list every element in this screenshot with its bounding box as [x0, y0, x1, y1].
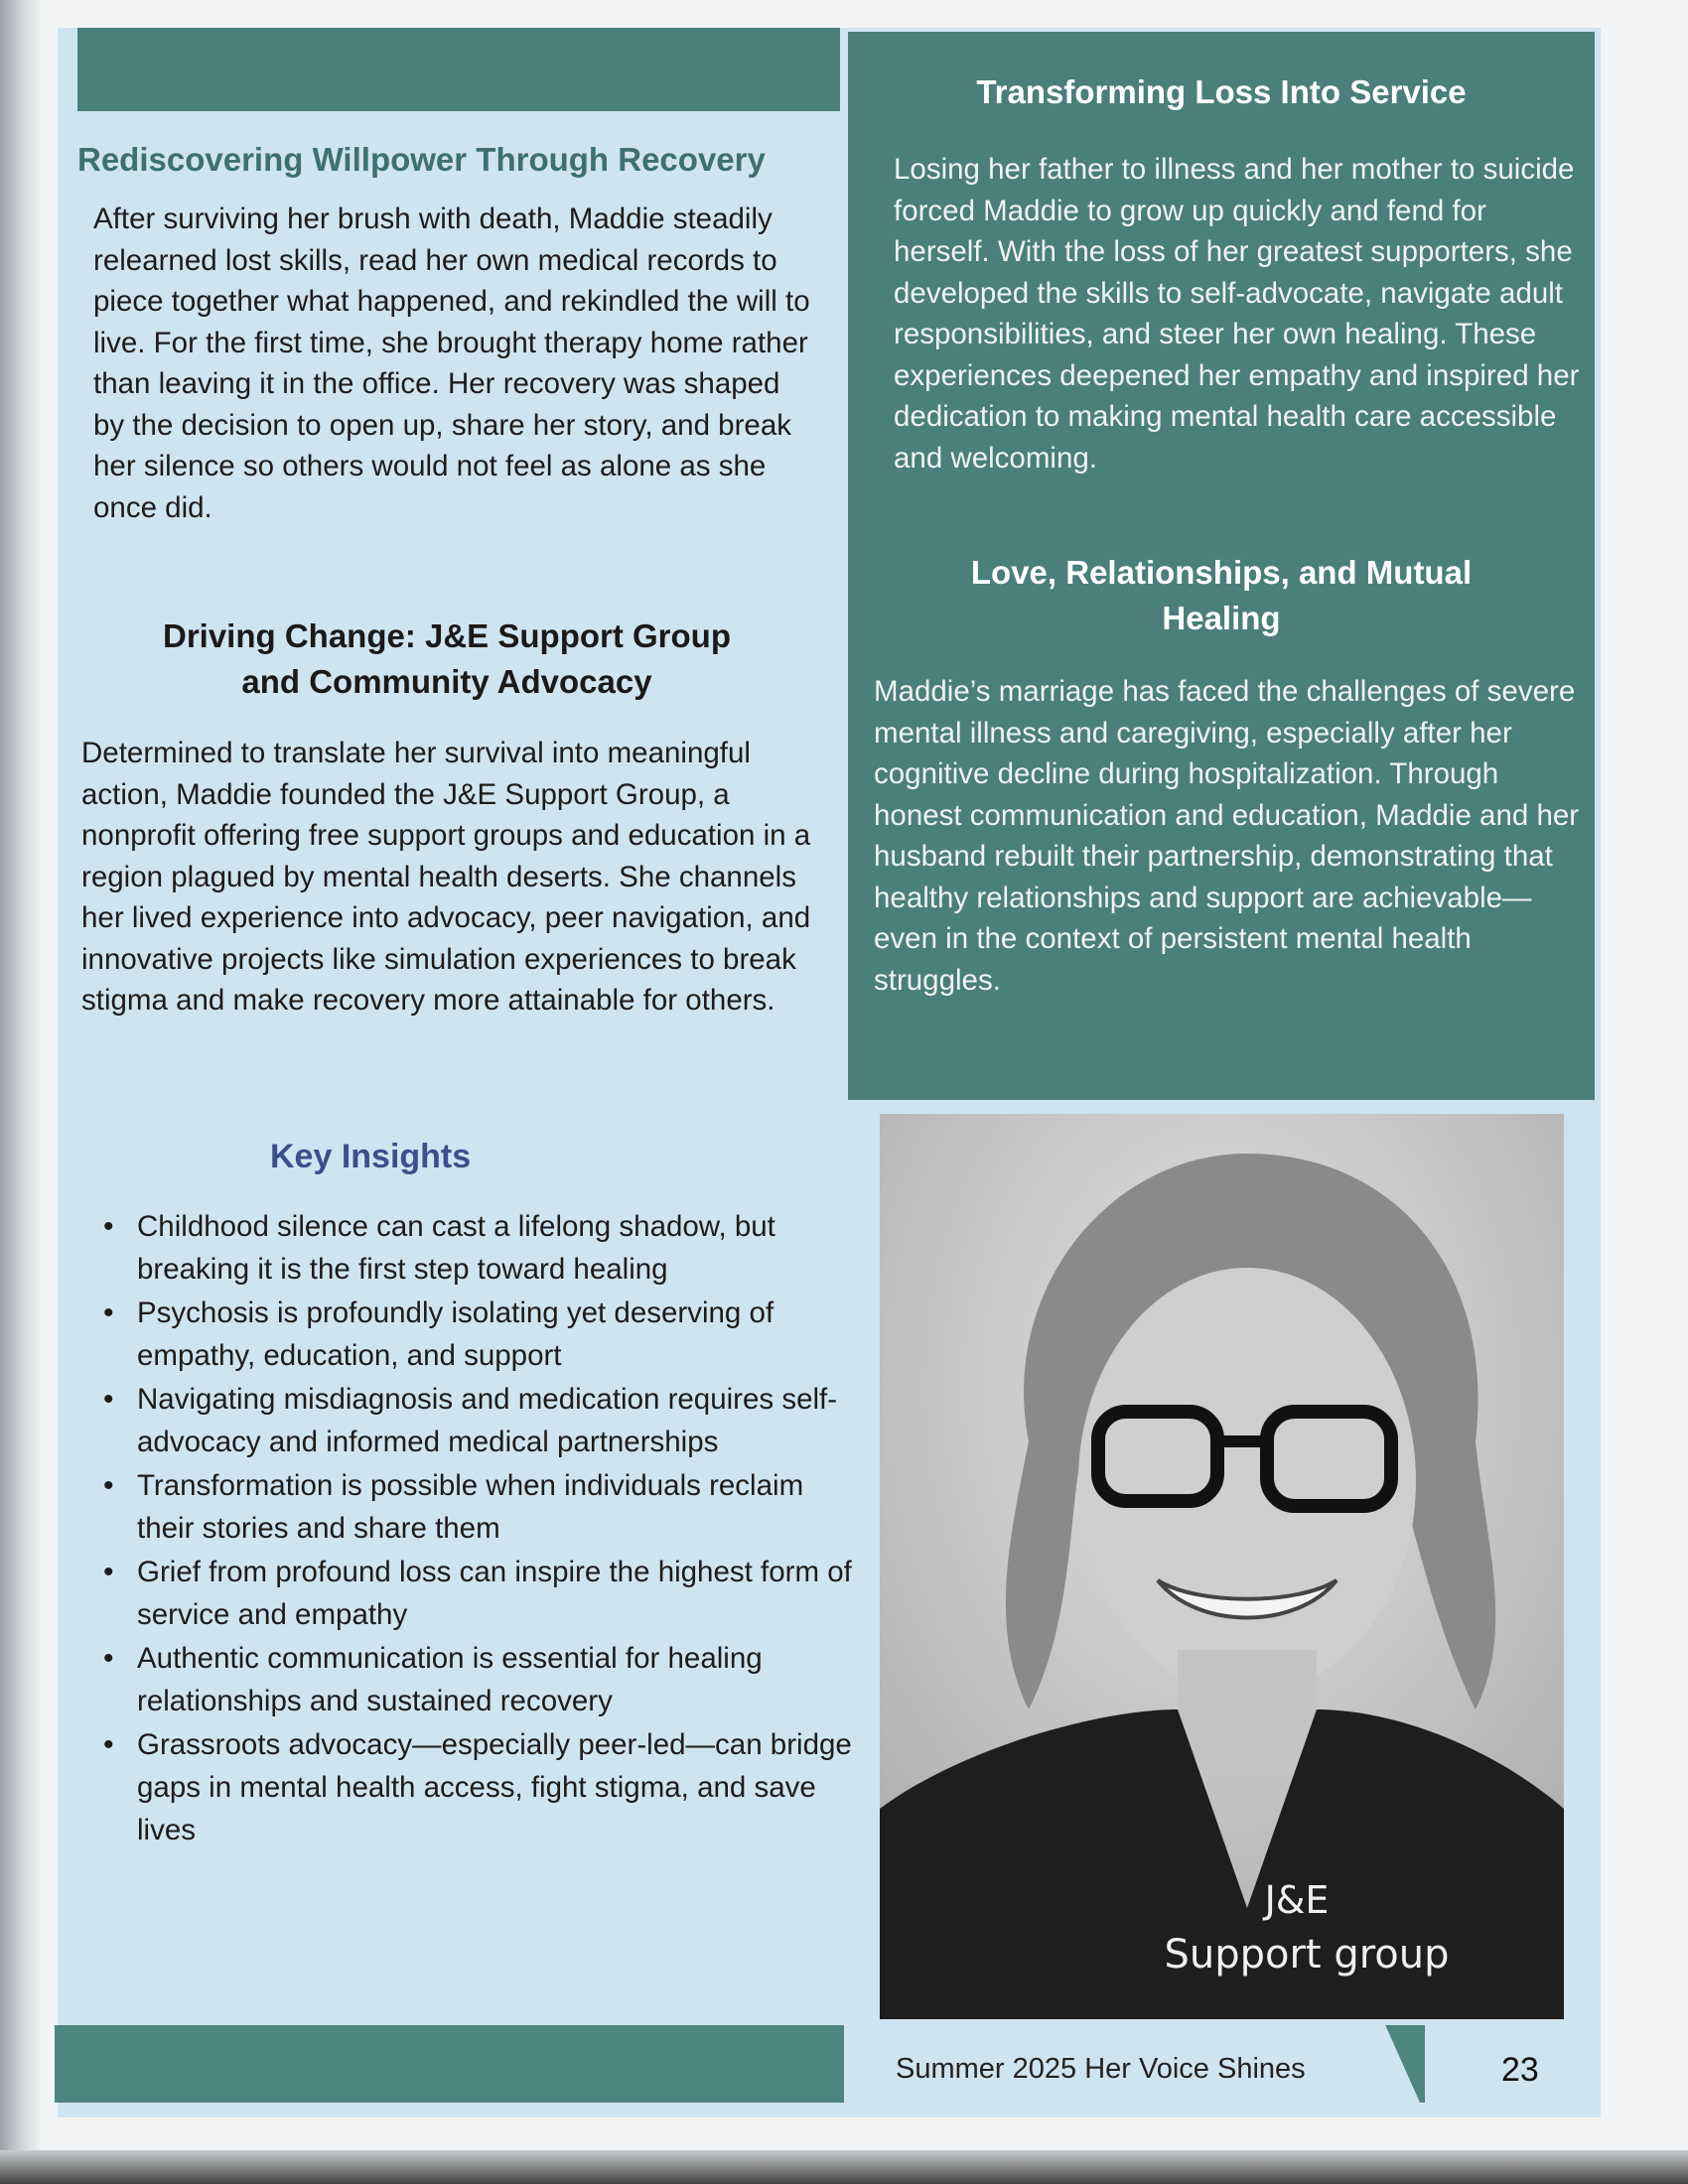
bullet-icon: •	[103, 1297, 114, 1329]
paragraph-rediscovering: After surviving her brush with death, Maddie steadily relearned lost skills, read her own medical records to piece together what happened, and rekindled the will to live. For the first time, she brought therapy home rather than leaving it in the office. Her recovery was shaped by the decision to open up, share her story, and break her silence so others would not feel as alone as she once did.	[93, 203, 810, 524]
list-item: • Grief from profound loss can inspire the highest form of service and empathy	[99, 1551, 854, 1636]
list-item: • Childhood silence can cast a lifelong shadow, but breaking it is the first step toward healing	[99, 1205, 854, 1291]
paragraph-love: Maddie’s marriage has faced the challenges of severe mental illness and caregiving, especially after her cognitive decline during hospitalization. Through honest communication and education, Maddie and her husband rebuilt their partnership, demonstrating that healthy relationships and support are achievable—even in the context of persistent mental health struggles.	[874, 675, 1580, 997]
page-bottom-edge	[0, 2150, 1688, 2184]
bullet-icon: •	[103, 1728, 114, 1761]
paragraph-transforming: Losing her father to illness and her mother to suicide forced Maddie to grow up quickly and fend for herself. With the loss of her greatest supporters, she developed the skills to self-advocate, navigate adult responsibilities, and steer her own healing. These experiences deepened her empathy and inspired her dedication to making mental health care accessible and welcoming.	[894, 153, 1580, 475]
top-decorative-bar	[77, 28, 840, 111]
bullet-icon: •	[103, 1556, 114, 1588]
heading-driving-change-line1: Driving Change: J&E Support Group	[162, 617, 731, 654]
list-item: • Navigating misdiagnosis and medication requires self-advocacy and informed medical partnerships	[99, 1378, 854, 1463]
page-gutter	[0, 0, 40, 2184]
heading-rediscovering: Rediscovering Willpower Through Recovery	[77, 141, 766, 178]
bullet-icon: •	[103, 1210, 114, 1243]
shirt-text-line2: Support group	[1164, 1932, 1450, 1978]
list-item: • Transformation is possible when individuals reclaim their stories and share them	[99, 1464, 854, 1550]
bullet-icon: •	[103, 1469, 114, 1502]
list-item: • Authentic communication is essential for healing relationships and sustained recovery	[99, 1637, 854, 1722]
portrait-illustration	[880, 1114, 1564, 2019]
bullet-icon: •	[103, 1642, 114, 1675]
heading-key-insights: Key Insights	[270, 1138, 472, 1175]
bullet-icon: •	[103, 1383, 114, 1416]
portrait-photo	[880, 1114, 1564, 2019]
page-number: 23	[1501, 2051, 1539, 2089]
heading-driving-change-line2: and Community Advocacy	[241, 663, 652, 700]
heading-love	[854, 550, 1589, 641]
shirt-text-line1: J&E	[1264, 1878, 1330, 1922]
list-item: • Grassroots advocacy—especially peer-led—can bridge gaps in mental health access, fight stigma, and save lives	[99, 1723, 854, 1851]
key-insights-list	[99, 1205, 854, 1852]
list-item: • Psychosis is profoundly isolating yet deserving of empathy, education, and support	[99, 1292, 854, 1377]
footer-publication: Summer 2025 Her Voice Shines	[896, 2053, 1306, 2085]
heading-driving-change	[89, 614, 804, 705]
heading-love-line1: Love, Relationships, and Mutual	[970, 554, 1473, 591]
heading-transforming: Transforming Loss Into Service	[976, 73, 1467, 110]
paragraph-driving-change: Determined to translate her survival into meaningful action, Maddie founded the J&E Support Group, a nonprofit offering free support groups and education in a region plagued by mental health deserts. She channels her lived experience into advocacy, peer navigation, and innovative projects like simulation experiences to break stigma and make recovery more attainable for others.	[81, 737, 811, 1017]
heading-love-line2: Healing	[1162, 600, 1281, 636]
